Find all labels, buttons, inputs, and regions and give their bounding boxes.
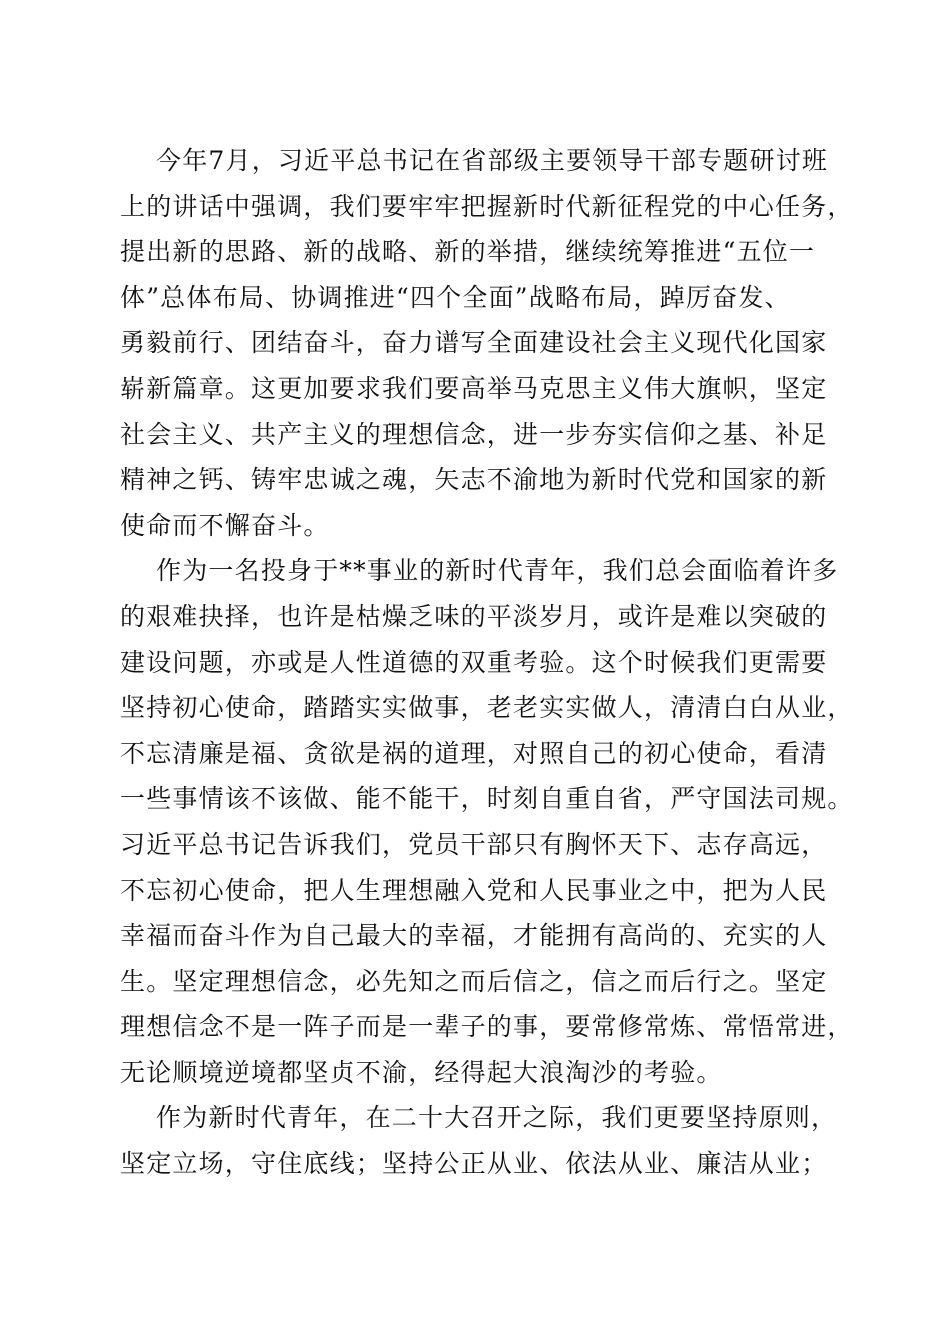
paragraph-2 [120, 548, 854, 1095]
paragraph-line: 提出新的思路、新的战略、新的举措，继续统筹推进“五位一 [120, 237, 816, 267]
paragraph-line: 习近平总书记告诉我们，党员干部只有胸怀天下、志存高远， [120, 829, 828, 859]
paragraph-line: 作为新时代青年，在二十大召开之际，我们更要坚持原则， [156, 1103, 838, 1133]
paragraph-line: 幸福而奋斗作为自己最大的幸福，才能拥有高尚的、充实的人 [120, 921, 828, 951]
paragraph-line: 崭新篇章。这更加要求我们要高举马克思主义伟大旗帜，坚定 [120, 373, 828, 403]
paragraph-line: 不忘清廉是福、贪欲是祸的道理，对照自己的初心使命，看清 [120, 738, 828, 768]
paragraph-line: 社会主义、共产主义的理想信念，进一步夯实信仰之基、补足 [120, 419, 828, 449]
paragraph-line: 无论顺境逆境都坚贞不渝，经得起大浪淘沙的考验。 [120, 1057, 723, 1087]
paragraph-line: 生。坚定理想信念，必先知之而后信之，信之而后行之。坚定 [120, 966, 828, 996]
paragraph-line: 上的讲话中强调，我们要牢牢把握新时代新征程党的中心任务， [120, 191, 854, 221]
paragraph-line: 作为一名投身于**事业的新时代青年，我们总会面临着许多 [156, 556, 839, 586]
paragraph-line: 使命而不懈奋斗。 [120, 510, 330, 540]
paragraph-line: 体”总体布局、协调推进“四个全面”战略布局，踔厉奋发、 [120, 282, 791, 312]
paragraph-line: 勇毅前行、团结奋斗，奋力谱写全面建设社会主义现代化国家 [120, 328, 828, 358]
paragraph-line: 不忘初心使命，把人生理想融入党和人民事业之中，把为人民 [120, 875, 828, 905]
paragraph-line: 建设问题，亦或是人性道德的双重考验。这个时候我们更需要 [120, 647, 828, 677]
paragraph-3 [120, 1095, 840, 1186]
paragraph-line: 坚定立场，守住底线；坚持公正从业、依法从业、廉洁从业； [120, 1149, 828, 1179]
document-body [120, 138, 854, 1187]
paragraph-line: 的艰难抉择，也许是枯燥乏味的平淡岁月，或许是难以突破的 [120, 601, 828, 631]
paragraph-line: 理想信念不是一阵子而是一辈子的事，要常修常炼、常悟常进， [120, 1012, 854, 1042]
paragraph-line: 坚持初心使命，踏踏实实做事，老老实实做人，清清白白从业， [120, 693, 854, 723]
paragraph-line: 一些事情该不该做、能不能干，时刻自重自省，严守国法司规。 [120, 784, 854, 814]
paragraph-line: 今年7月，习近平总书记在省部级主要领导干部专题研讨班 [156, 146, 829, 175]
paragraph-1 [120, 138, 854, 548]
paragraph-line: 精神之钙、铸牢忠诚之魂，矢志不渝地为新时代党和国家的新 [120, 465, 828, 495]
